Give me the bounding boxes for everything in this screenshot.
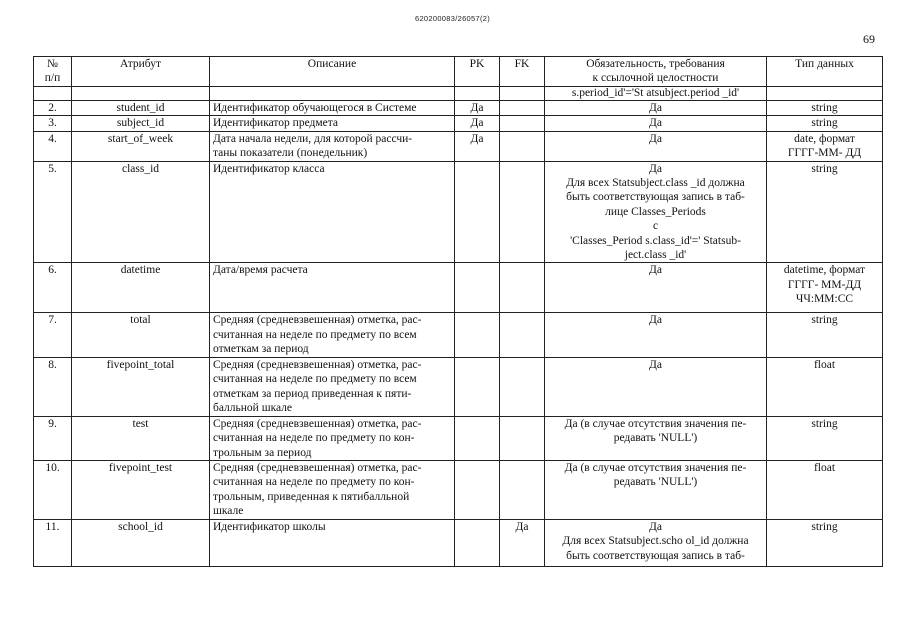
data-type-line: string [811,101,838,114]
row-number: 7. [34,313,72,357]
requirement-text-line: редавать 'NULL') [613,432,698,445]
attribute-description-line: шкале [213,505,244,518]
data-type [767,263,883,313]
requirement-text-line: быть соответствующая запись в таб- [566,549,745,562]
data-type [767,161,883,263]
cell-empty [72,86,210,100]
requirement-text [545,357,767,416]
requirement-text-line: Да [649,132,662,145]
attribute-description [210,131,455,161]
fk-flag [500,100,545,115]
fk-flag [500,357,545,416]
header-num-line: п/п [44,72,61,85]
table-row [34,100,883,115]
attribute-description-line: считанная на неделе по предмету по кон- [213,432,415,445]
attribute-description-line: Идентификатор школы [213,520,326,533]
data-type [767,100,883,115]
requirement-text [545,116,767,131]
header-requirement [545,57,767,87]
row-number: 9. [34,416,72,460]
attribute-description-line: Идентификатор обучающегося в Системе [213,101,417,114]
requirement-text-line: Да (в случае отсутствия значения пе- [564,461,747,474]
pk-flag [455,263,500,313]
pk-flag [455,357,500,416]
attribute-name: datetime [72,263,210,313]
table-row [34,263,883,313]
requirement-text [545,131,767,161]
header-attribute: Атрибут [72,57,210,87]
continuation-row [34,86,883,100]
data-type [767,357,883,416]
attribute-name: class_id [72,161,210,263]
data-type-line: string [811,162,838,175]
table-row [34,357,883,416]
attribute-name: subject_id [72,116,210,131]
document-id: 620200083/26057(2) [414,14,491,23]
header-pk: PK [455,57,500,87]
requirement-text [545,263,767,313]
attribute-description [210,161,455,263]
requirement-text [545,161,767,263]
requirement-text-line: Да (в случае отсутствия значения пе- [564,417,747,430]
attribute-description-line: трольным за период [213,446,312,459]
attribute-description-line: отметкам за период [213,343,309,356]
attribute-description-line: Средняя (средневзвешенная) отметка, рас- [213,314,422,327]
attribute-description [210,460,455,519]
header-num [34,57,72,87]
fk-flag [500,460,545,519]
fk-flag: Да [500,519,545,566]
pk-flag: Да [455,116,500,131]
pk-flag [455,519,500,566]
attribute-name: fivepoint_total [72,357,210,416]
data-type [767,313,883,357]
pk-flag [455,161,500,263]
attribute-description-line: отметкам за период приведенная к пяти- [213,387,412,400]
row-number: 4. [34,131,72,161]
data-type-line: date, формат [794,132,855,145]
attribute-description-line: Дата начала недели, для которой рассчи- [213,132,413,145]
requirement-text [545,460,767,519]
table-row [34,313,883,357]
attribute-name: test [72,416,210,460]
attribute-name: student_id [72,100,210,115]
cell-empty [455,86,500,100]
attributes-table [33,56,883,567]
data-type-line: string [811,520,838,533]
data-type-line: float [813,358,836,371]
requirement-text-line: Да [649,101,662,114]
requirement-text-line: быть соответствующая запись в таб- [566,191,745,204]
table-body [34,100,883,566]
table-row [34,116,883,131]
table-header-row [34,57,883,87]
attribute-name: school_id [72,519,210,566]
header-requirement-line: к ссылочной целостности [592,72,719,85]
fk-flag [500,263,545,313]
attribute-description-line: трольным, приведенная к пятибалльной [213,490,410,503]
header-fk: FK [500,57,545,87]
pk-flag [455,416,500,460]
requirement-text-line: Да [649,358,662,371]
attribute-description [210,416,455,460]
fk-flag [500,416,545,460]
row-number: 8. [34,357,72,416]
attribute-description-line: Средняя (средневзвешенная) отметка, рас- [213,461,422,474]
header-requirement-line: Обязательность, требования [586,58,725,70]
header-description: Описание [210,57,455,87]
fk-flag [500,161,545,263]
fk-flag [500,313,545,357]
data-type-line: ГГГГ- ММ-ДД [787,278,862,291]
requirement-text-line: Для всех Statsubject.class _id должна [566,177,745,190]
attribute-description [210,313,455,357]
cell-empty [767,86,883,100]
data-type [767,519,883,566]
attribute-description-line: балльной шкале [213,401,293,414]
attribute-description-line: Идентификатор предмета [213,117,339,130]
data-type-line: string [811,314,838,327]
attribute-description [210,116,455,131]
attribute-description [210,519,455,566]
requirement-text-line: Да [649,162,662,175]
row-number: 10. [34,460,72,519]
data-type-line: ГГГГ-ММ- ДД [787,147,862,160]
attribute-description-line: Идентификатор класса [213,162,325,175]
attribute-description-line: считанная на неделе по предмету по кон- [213,476,415,489]
pk-flag [455,460,500,519]
requirement-text-line: с [652,220,659,233]
requirement-text-line: Да [649,314,662,327]
pk-flag: Да [455,131,500,161]
requirement-text-line: 'Classes_Period s.class_id'=' Statsub- [570,234,741,247]
requirement-text-line: ject.class _id' [624,249,687,262]
cell-empty [34,86,72,100]
table-row [34,460,883,519]
row-number: 2. [34,100,72,115]
row-number: 5. [34,161,72,263]
requirement-text-line: Да [649,264,662,277]
requirement-text-line: Да [649,117,662,130]
header-type: Тип данных [767,57,883,87]
data-type-line: datetime, формат [783,264,866,277]
attribute-description-line: считанная на неделе по предмету по всем [213,328,417,341]
table-row [34,519,883,566]
requirement-text-line: Да [649,520,662,533]
header-num-line: № [47,58,58,70]
data-type-line: float [813,461,836,474]
attribute-description-line: считанная на неделе по предмету по всем [213,373,417,386]
data-type [767,460,883,519]
attribute-description-line: Средняя (средневзвешенная) отметка, рас- [213,417,422,430]
cell-empty [500,86,545,100]
attribute-description-line: таны показатели (понедельник) [213,147,368,160]
requirement-text-line: лице Classes_Periods [605,205,706,218]
fk-flag [500,131,545,161]
row-number: 6. [34,263,72,313]
data-type [767,116,883,131]
requirement-text [545,519,767,566]
row-number: 11. [34,519,72,566]
attribute-name: fivepoint_test [72,460,210,519]
fk-flag [500,116,545,131]
requirement-text-line: редавать 'NULL') [613,476,698,489]
attribute-name: start_of_week [72,131,210,161]
data-type-line: string [811,117,838,130]
table-row [34,131,883,161]
data-type [767,131,883,161]
data-type-line: ЧЧ:ММ:СС [795,293,854,306]
table-row [34,161,883,263]
requirement-text [545,313,767,357]
table-row [34,416,883,460]
requirement-text [545,416,767,460]
row-number: 3. [34,116,72,131]
requirement-text-line: Для всех Statsubject.scho ol_id должна [562,535,749,548]
attribute-description-line: Дата/время расчета [213,264,308,277]
attribute-description [210,263,455,313]
cell-empty [210,86,455,100]
attribute-description-line: Средняя (средневзвешенная) отметка, рас- [213,358,422,371]
pk-flag: Да [455,100,500,115]
page-number: 69 [863,32,875,46]
pk-flag [455,313,500,357]
attribute-name: total [72,313,210,357]
continuation-text: s.period_id'='St atsubject.period _id' [545,86,767,100]
attribute-description [210,100,455,115]
data-type [767,416,883,460]
data-type-line: string [811,417,838,430]
attribute-description [210,357,455,416]
requirement-text [545,100,767,115]
